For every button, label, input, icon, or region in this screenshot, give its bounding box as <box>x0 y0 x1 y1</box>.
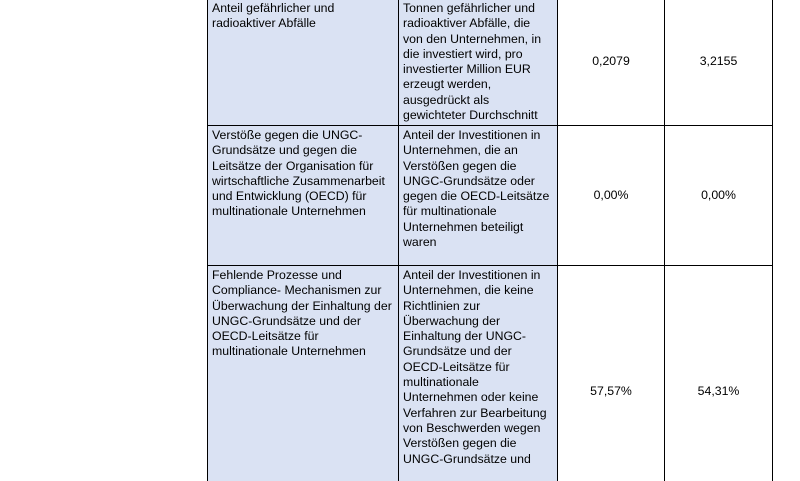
indicator-cell: Fehlende Prozesse und Compliance- Mechanismen zur Überwachung der Einhaltung der UNGC-Grundsätze und der OECD-Leitsätze für multinationale Unternehmen <box>208 266 399 481</box>
value-cell-previous: 3,2155 <box>665 0 773 126</box>
value-cell-previous: 54,31% <box>665 266 773 481</box>
metric-cell: Tonnen gefährlicher und radioaktiver Abfälle, die von den Unternehmen, in die investiert wird, pro investierter Million EUR erzeugt werden, ausgedrückt als gewichteter Durchschnitt <box>399 0 558 126</box>
value-cell-current: 57,57% <box>558 266 665 481</box>
metric-cell: Anteil der Investitionen in Unternehmen, die keine Richtlinien zur Überwachung der Einhaltung der UNGC-Grundsätze und der OECD-Leitsätze für multinationale Unternehmen oder keine Verfahren zur Bearbeitung von Beschwerden wegen Verstößen gegen die UNGC-Grundsätze und <box>399 266 558 481</box>
table-row <box>208 0 773 126</box>
value-cell-current: 0,2079 <box>558 0 665 126</box>
table-row <box>208 266 773 481</box>
metric-cell: Anteil der Investitionen in Unternehmen, die an Verstößen gegen die UNGC-Grundsätze oder gegen die OECD-Leitsätze für multinationale Unternehmen beteiligt waren <box>399 126 558 266</box>
value-cell-previous: 0,00% <box>665 126 773 266</box>
indicator-cell: Verstöße gegen die UNGC-Grundsätze und gegen die Leitsätze der Organisation für wirtschaftliche Zusammenarbeit und Entwicklung (OECD) für multinationale Unternehmen <box>208 126 399 266</box>
table-row <box>208 126 773 266</box>
indicator-cell: Anteil gefährlicher und radioaktiver Abfälle <box>208 0 399 126</box>
value-cell-current: 0,00% <box>558 126 665 266</box>
pai-indicator-table <box>207 0 773 481</box>
